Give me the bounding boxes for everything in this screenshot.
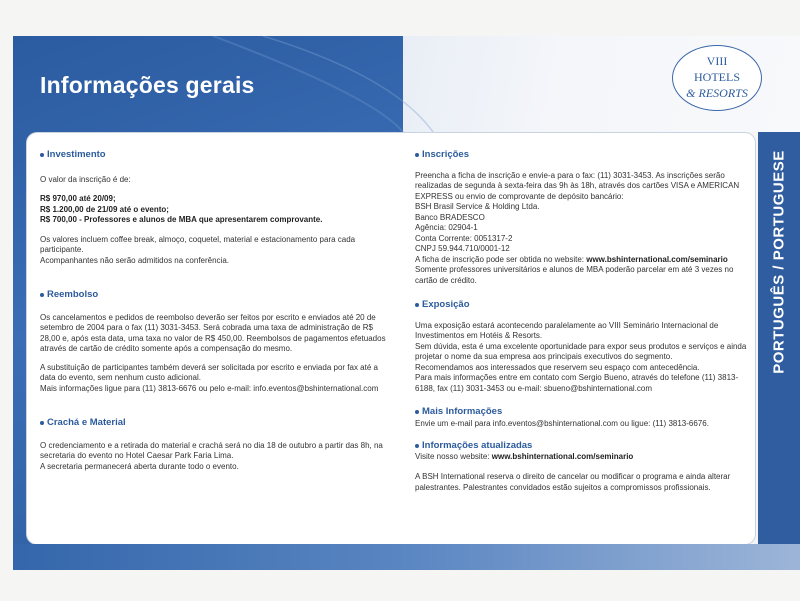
atualizadas-visit	[415, 452, 753, 463]
section-inscricoes-title	[415, 150, 753, 161]
cracha-text-2: A secretaria permanecerá aberta durante todo o evento.	[40, 461, 239, 471]
section-reembolso-title	[40, 290, 390, 301]
bullet-icon	[40, 421, 44, 425]
inscricoes-company: BSH Brasil Service & Holding Ltda.	[415, 202, 540, 211]
bullet-icon	[415, 410, 419, 414]
bottom-bar	[13, 544, 800, 570]
reembolso-text-1: Os cancelamentos e pedidos de reembolso deverão ser feitos por escrito e enviados até 20 de setembro de 2004 para o fax (11) 3031-3453. Será cobrada uma taxa de administração de R$ 28,00 e, após esta data, uma taxa no valor de R$ 450,00. Reembolsos de pagamentos efetuados através de cartão de crédito somente após a compensação do mesmo.	[40, 312, 386, 353]
exposicao-text-3: Recomendamos aos interessados que reservem seu espaço com antecedência.	[415, 362, 700, 372]
bullet-icon	[40, 293, 44, 297]
exposicao-text-2: Sem dúvida, esta é uma excelente oportunidade para expor seus produtos e serviços e ainda projetar o nome da sua empresa aos principais executivos do segmento.	[415, 341, 747, 361]
mais-info-text: Envie um e-mail para info.eventos@bshinternational.com ou ligue: (11) 3813-6676.	[415, 418, 709, 428]
section-title-text: Reembolso	[47, 289, 99, 300]
logo-line-3: & RESORTS	[686, 86, 748, 100]
investimento-companions: Acompanhantes não serão admitidos na conferência.	[40, 255, 230, 265]
section-title-text: Mais Informações	[422, 406, 503, 417]
left-column	[40, 150, 390, 472]
investimento-includes: Os valores incluem coffee break, almoço, coquetel, material e estacionamento para cada participante.	[40, 234, 356, 254]
exposicao-contact: Para mais informações entre em contato com Sergio Bueno, através do telefone (11) 3813-6188, fax (11) 3031-3453 ou e-mail: sbueno@bshinternational.com	[415, 373, 739, 393]
section-title-text: Exposição	[422, 299, 470, 310]
event-logo	[672, 45, 762, 111]
reembolso-text-2: A substituição de participantes também deverá ser solicitada por escrito e enviada por fax até a data do evento, sem nenhum custo adicional.	[40, 362, 378, 382]
inscricoes-installments: Somente professores universitários e alunos de MBA poderão parcelar em até 3 vezes no cartão de crédito.	[415, 265, 734, 285]
reembolso-contact: Mais informações ligue para (11) 3813-6676 ou pelo e-mail: info.eventos@bshinternational.com	[40, 383, 379, 393]
page-title: Informações gerais	[40, 72, 255, 98]
bullet-icon	[415, 444, 419, 448]
price-academic: R$ 700,00 - Professores e alunos de MBA que apresentarem comprovante.	[40, 215, 323, 224]
inscricoes-form	[415, 255, 753, 266]
bullet-icon	[415, 303, 419, 307]
section-title-text: Inscrições	[422, 149, 469, 160]
section-investimento-title	[40, 150, 390, 161]
language-label: PORTUGUÊS / PORTUGUESE	[770, 150, 788, 374]
logo-line-1: VIII	[706, 54, 728, 68]
cracha-text-1: O credenciamento e a retirada do material e crachá será no dia 18 de outubro a partir das 8h, na secretaria do evento no Hotel Caesar Park Faria Lima.	[40, 440, 383, 460]
atualizadas-disclaimer: A BSH International reserva o direito de cancelar ou modificar o programa e ainda alterar palestrantes. Palestrantes convidados estão sujeitos a compromissos profissionais.	[415, 472, 731, 492]
exposicao-text-1: Uma exposição estará acontecendo paralelamente ao VIII Seminário Internacional de Investimentos em Hotéis & Resorts.	[415, 320, 719, 340]
inscricoes-cnpj: CNPJ 59.944.710/0001-12	[415, 244, 510, 253]
section-cracha-title	[40, 418, 390, 429]
bullet-icon	[415, 153, 419, 157]
investimento-intro: O valor da inscrição é de:	[40, 174, 131, 184]
bullet-icon	[40, 153, 44, 157]
inscricoes-text: Preencha a ficha de inscrição e envie-a para o fax: (11) 3031-3453. As inscrições serão realizadas de segunda à sexta-feira das 9h às 18h, através dos cartões VISA e AMERICAN EXPRESS ou envio de comprovante de depósito bancário:	[415, 170, 740, 201]
form-text: A ficha de inscrição pode ser obtida no website:	[415, 254, 584, 264]
inscricoes-account: Conta Corrente: 0051317-2	[415, 233, 513, 243]
website-link[interactable]: www.bshinternational.com/seminario	[491, 451, 634, 461]
section-exposicao-title	[415, 300, 753, 311]
section-title-text: Informações atualizadas	[422, 440, 533, 451]
inscricoes-agency: Agência: 02904-1	[415, 223, 478, 232]
section-title-text: Crachá e Material	[47, 417, 126, 428]
inscricoes-bank: Banco BRADESCO	[415, 212, 485, 222]
price-early: R$ 970,00 até 20/09;	[40, 194, 116, 203]
website-link[interactable]: www.bshinternational.com/seminario	[586, 254, 728, 264]
visit-text: Visite nosso website:	[415, 451, 490, 461]
section-atualizadas-title	[415, 441, 753, 452]
section-title-text: Investimento	[47, 149, 106, 160]
price-regular: R$ 1.200,00 de 21/09 até o evento;	[40, 204, 169, 214]
logo-line-2: HOTELS	[694, 70, 740, 84]
right-column	[415, 150, 753, 493]
section-mais-info-title	[415, 407, 753, 418]
